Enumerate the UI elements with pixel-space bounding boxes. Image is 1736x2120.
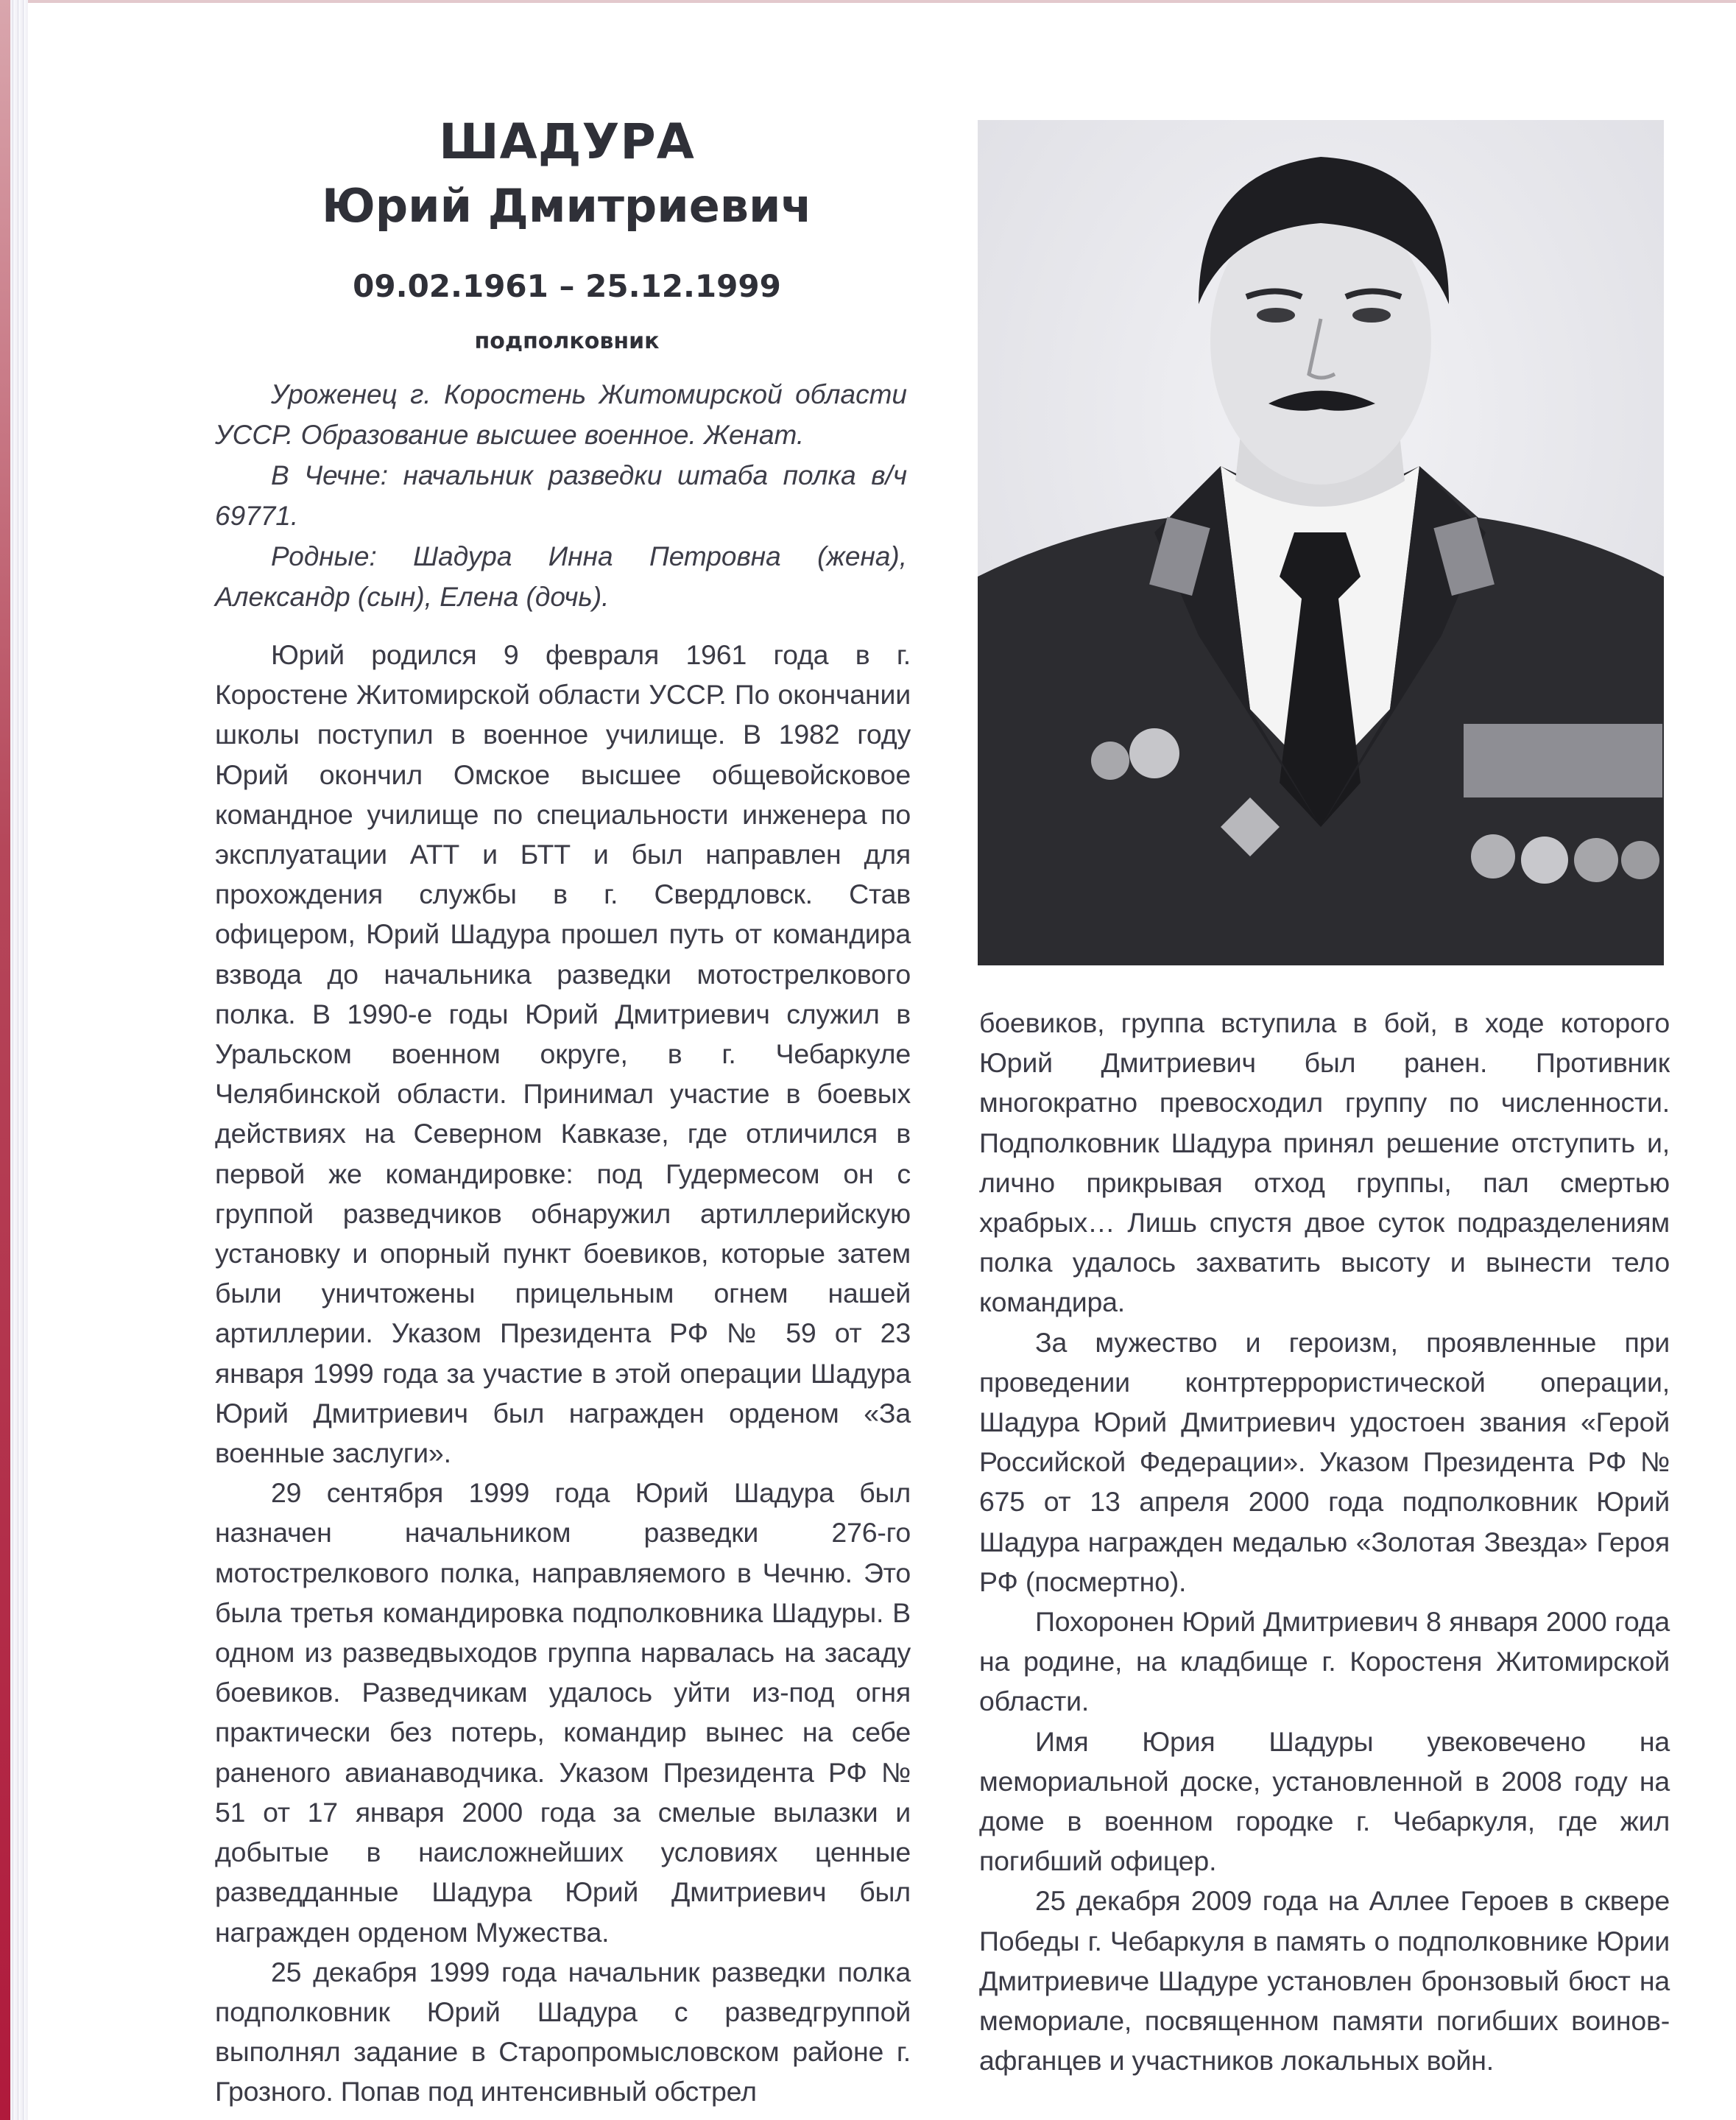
summary-birthplace: Уроженец г. Коростень Житомирской области УССР. Образование высшее военное. Женат. [215, 379, 907, 450]
paragraph-early-life: Юрий родился 9 февраля 1961 года в г. Коростене Житомирской области УССР. По окончании школы поступил в военное училище. В 1982 году Юрий окончил Омское высшее общевойсковое командное училище по специальности инженера по эксплуатации АТТ и БТТ и был направлен для прохождения службы в г. Свердловск. Став офицером, Юрий Шадура прошел путь от командира взвода до начальника разведки мотострелкового полка. В 1990-е годы Юрий Дмитриевич служил в Уральском военном округе, в г. Чебаркуле Челябинской области. Принимал участие в боевых действиях на Северном Кавказе, где отличился в первой же командировке: под Гудермесом он с группой разведчиков обнаружил артиллерийскую установку и опорный пункт боевиков, которые затем были уничтожены прицельным огнем нашей артиллерии. Указом Президента РФ № 59 от 23 января 1999 года за участие в этой операции Шадура Юрий Дмитриевич был награжден орденом «За военные заслуги». [215, 639, 911, 1469]
life-dates: 09.02.1961 – 25.12.1999 [353, 268, 781, 304]
paragraph-burial: Похоронен Юрий Дмитриевич 8 января 2000 года на родине, на кладбище г. Коростеня Житомирской области. [979, 1606, 1670, 1717]
body-left-column [215, 635, 911, 2112]
portrait-photo-icon [978, 120, 1664, 965]
paragraph-last-battle: боевиков, группа вступила в бой, в ходе которого Юрий Дмитриевич был ранен. Противник многократно превосходил группу по численности. Подполковник Шадура принял решение отступить и, лично прикрывая отход группы, пал смертью храбрых… Лишь спустя двое суток подразделениям полка удалось захватить высоту и вынести тело командира. [979, 1007, 1670, 1318]
bio-summary [215, 374, 907, 617]
portrait-photo [978, 120, 1664, 965]
paragraph-hero-title: За мужество и героизм, проявленные при проведении контртеррористической операции, Шадура Юрий Дмитриевич удостоен звания «Герой Российской Федерации». Указом Президента РФ № 675 от 13 апреля 2000 года подполковник Юрий Шадура награжден медалью «Золотая Звезда» Героя РФ (посмертно). [979, 1326, 1670, 1597]
page-edges [10, 0, 28, 2120]
military-rank: подполковник [474, 328, 660, 354]
page-top-edge [0, 0, 1736, 3]
surname-title: ШАДУРА [439, 113, 695, 170]
given-names-title: Юрий Дмитриевич [321, 179, 812, 233]
bio-header [221, 110, 913, 356]
book-binding [0, 0, 10, 2120]
paragraph-memorial-plaque: Имя Юрия Шадуры увековечено на мемориальной доске, установленной в 2008 году на доме в военном городке г. Чебаркуля, где жил погибший офицер. [979, 1725, 1670, 1877]
body-right-column [979, 1003, 1670, 2080]
paragraph-bronze-bust: 25 декабря 2009 года на Аллее Героев в сквере Победы г. Чебаркуля в память о подполковнике Юрии Дмитриевиче Шадуре установлен бронзовый бюст на мемориале, посвященном памяти погибших воинов-афганцев и участников локальных войн. [979, 1885, 1670, 2077]
summary-relatives: Родные: Шадура Инна Петровна (жена), Александр (сын), Елена (дочь). [215, 541, 907, 612]
paragraph-third-deployment: 29 сентября 1999 года Юрий Шадура был назначен начальником разведки 276-го мотострелкового полка, направляемого в Чечню. Это была третья командировка подполковника Шадуры. В одном из разведвыходов группа нарвалась на засаду боевиков. Разведчикам удалось уйти из-под огня практически без потерь, командир вынес на себе раненого авианаводчика. Указом Президента РФ № 51 от 17 января 2000 года за смелые вылазки и добытые в наисложнейших условиях ценные разведданные Шадура Юрий Дмитриевич был награжден орденом Мужества. [215, 1477, 911, 1948]
paragraph-last-mission: 25 декабря 1999 года начальник разведки полка подполковник Юрий Шадура с разведгруппой выполнял задание в Старопромысловском районе г. Грозного. Попав под интенсивный обстрел [215, 1956, 911, 2107]
summary-chechnya-post: В Чечне: начальник разведки штаба полка в/ч 69771. [215, 460, 907, 531]
